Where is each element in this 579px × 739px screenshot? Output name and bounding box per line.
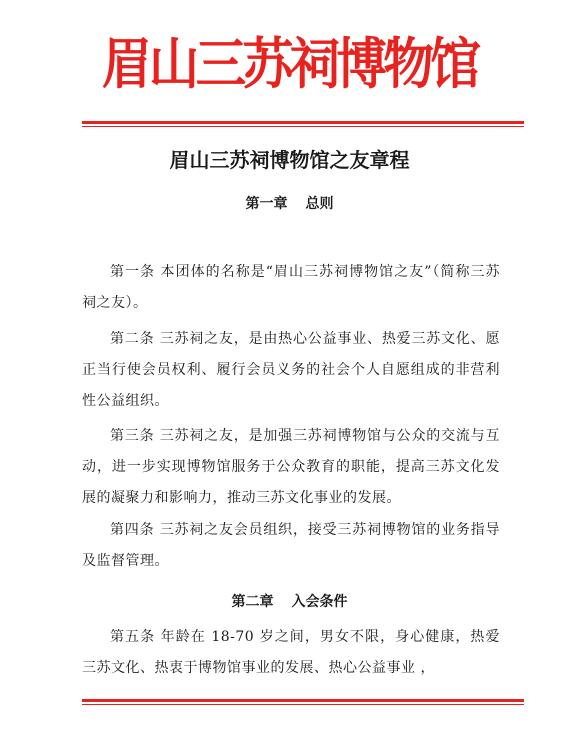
article-5: 第五条 年龄在 18-70 岁之间，男女不限，身心健康，热爱三苏文化、热衷于博物馆事业的发展、热心公益事业 ， — [82, 629, 500, 676]
letterhead-title: 眉山三苏祠博物馆 — [101, 31, 478, 96]
footer-rule-thin — [82, 704, 524, 705]
chapter-1-heading — [0, 193, 579, 215]
article-1: 第一条 本团体的名称是“眉山三苏祠博物馆之友”（简称三苏祠之友）。 — [82, 264, 500, 311]
chapter-1-label: 第一章 — [245, 196, 288, 212]
chapter-2-heading — [0, 591, 579, 613]
article-3: 第三条 三苏祠之友，是加强三苏祠博物馆与公众的交流与互动，进一步实现博物馆服务于公众教育的职能，提高三苏文化发展的凝聚力和影响力，推动三苏文化事业的发展。 — [82, 428, 500, 506]
letterhead-rule-thin — [82, 126, 524, 127]
article-2: 第二条 三苏祠之友，是由热心公益事业、热爱三苏文化、愿正当行使会员权利、履行会员义务的社会个人自愿组成的非营利性公益组织。 — [82, 331, 500, 409]
chapter-1-name: 总则 — [305, 196, 334, 212]
document-title: 眉山三苏祠博物馆之友章程 — [169, 148, 410, 172]
chapter-2-label: 第二章 — [231, 594, 274, 610]
letterhead-rule-thick — [82, 121, 524, 124]
article-4: 第四条 三苏祠之友会员组织，接受三苏祠博物馆的业务指导及监督管理。 — [82, 522, 500, 569]
chapter-2-name: 入会条件 — [291, 594, 348, 610]
footer-rule-thick — [82, 699, 524, 702]
